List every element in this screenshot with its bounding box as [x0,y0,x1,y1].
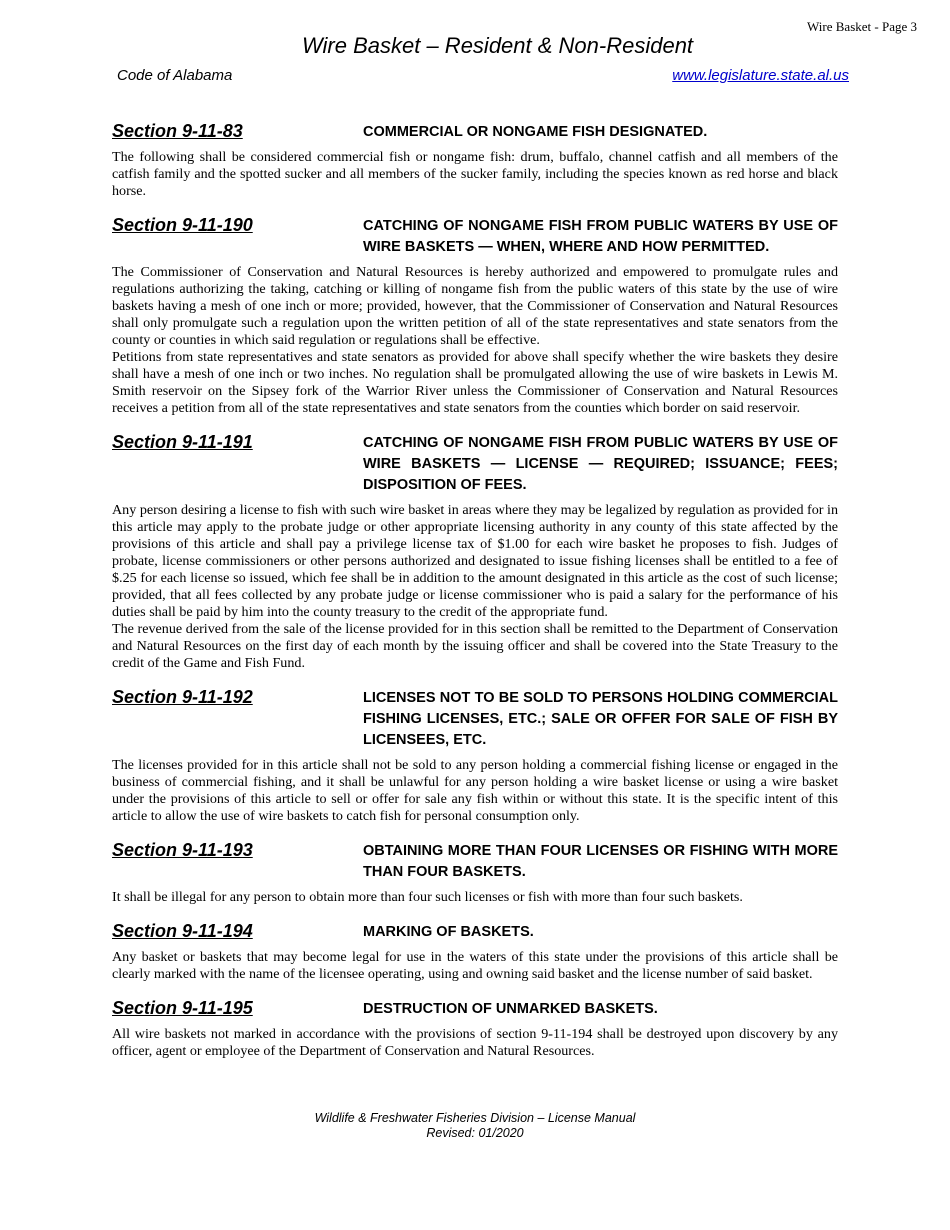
section-title: CATCHING OF NONGAME FISH FROM PUBLIC WATERS BY USE OF WIRE BASKETS — WHEN, WHERE AND HOW PERMITTED. [363,218,838,255]
section-number: Section 9-11-191 [112,432,253,452]
section-title: DESTRUCTION OF UNMARKED BASKETS. [363,1001,658,1017]
section-9-11-194 [112,920,838,983]
section-number: Section 9-11-193 [112,840,253,860]
page-footer [0,1111,950,1141]
section-9-11-193 [112,839,838,906]
section-paragraph: The revenue derived from the sale of the license provided for in this section shall be remitted to the Department of Conservation and Natural Resources on the first day of each month by the issuing officer and shall be covered into the State Treasury to the credit of the Game and Fish Fund. [112,621,838,671]
section-paragraph: Any person desiring a license to fish with such wire basket in areas where they may be legalized by regulation as provided for in this article may apply to the probate judge or other appropriate licensing authority in any county of this state affected by the provisions of this article and shall pay a privilege license tax of $1.00 for each wire basket he proposes to fish. Judges of probate, license commissioners or other persons authorized and designated to issue fishing licenses shall be entitled to a fee of $.25 for each license so issued, which fee shall be in addition to the amount designated in this article as the cost of such license; provided, that all fees collected by any probate judge or license commissioner who is paid a salary for the performance of his duties shall be paid by him into the county treasury to the credit of the appropriate fund. [112,502,838,620]
document-title: Wire Basket – Resident & Non-Resident [301,33,694,58]
section-9-11-192 [112,686,838,825]
section-9-11-191 [112,431,838,672]
page-number: Wire Basket - Page 3 [807,19,917,34]
section-9-11-83 [112,120,838,200]
legislature-link[interactable]: www.legislature.state.al.us [672,67,849,84]
section-paragraph: All wire baskets not marked in accordance with the provisions of section 9-11-194 shall be destroyed upon discovery by any officer, agent or employee of the Department of Conservation and Natural Resources. [112,1026,838,1059]
section-number: Section 9-11-195 [112,998,253,1018]
section-title: MARKING OF BASKETS. [363,924,534,940]
footer-division-line: Wildlife & Freshwater Fisheries Division – License Manual [314,1111,636,1125]
section-9-11-195 [112,997,838,1060]
section-paragraph: Any basket or baskets that may become legal for use in the waters of this state under the provisions of this article shall be clearly marked with the name of the licensee operating, using and owning said basket and the license number of said basket. [112,949,838,982]
section-paragraph: The licenses provided for in this article shall not be sold to any person holding a commercial fishing license or engaged in the business of commercial fishing, and it shall be unlawful for any person holding a wire basket license or using a wire basket under the provisions of this article to sell or offer for sale any fish within or without this state. It is the specific intent of this article to allow the use of wire baskets to catch fish for personal consumption only. [112,757,838,824]
section-number: Section 9-11-83 [112,121,243,141]
section-title: OBTAINING MORE THAN FOUR LICENSES OR FISHING WITH MORE THAN FOUR BASKETS. [363,843,838,880]
section-number: Section 9-11-190 [112,215,253,235]
section-paragraph: Petitions from state representatives and state senators as provided for above shall specify whether the wire baskets they desire shall have a mesh of one inch or two inches. No regulation shall be promulgated allowing the use of wire baskets in Lewis M. Smith reservoir on the Sipsey fork of the Warrior River unless the Commissioner of Conservation and Natural Resources receives a petition from all of the state representatives and state senators from the counties which border on said reservoir. [112,349,838,416]
footer-revised-line: Revised: 01/2020 [426,1126,524,1140]
section-number: Section 9-11-194 [112,921,253,941]
section-title: LICENSES NOT TO BE SOLD TO PERSONS HOLDING COMMERCIAL FISHING LICENSES, ETC.; SALE OR OFFER FOR SALE OF FISH BY LICENSEES, ETC. [363,690,838,748]
section-title: COMMERCIAL OR NONGAME FISH DESIGNATED. [363,124,708,140]
section-title: CATCHING OF NONGAME FISH FROM PUBLIC WATERS BY USE OF WIRE BASKETS — LICENSE — REQUIRED; ISSUANCE; FEES; DISPOSITION OF FEES. [363,435,838,493]
section-number: Section 9-11-192 [112,687,253,707]
code-label: Code of Alabama [117,67,233,84]
section-paragraph: The Commissioner of Conservation and Natural Resources is hereby authorized and empowered to promulgate rules and regulations authorizing the taking, catching or killing of nongame fish from the public waters of this state by the use of wire baskets having a mesh of one inch or more; provided, however, that the Commissioner of Conservation and Natural Resources shall only promulgate such a regulation upon the written petition of all of the state representatives and state senators from the county or counties in which said regulation or regulations shall be effective. [112,264,838,348]
section-paragraph: The following shall be considered commercial fish or nongame fish: drum, buffalo, channel catfish and all members of the catfish family and the spotted sucker and all members of the sucker family, including the species known as red horse and black horse. [112,149,838,199]
document-body [112,120,838,1060]
section-paragraph: It shall be illegal for any person to obtain more than four such licenses or fish with more than four such baskets. [112,889,743,905]
section-9-11-190 [112,214,838,417]
